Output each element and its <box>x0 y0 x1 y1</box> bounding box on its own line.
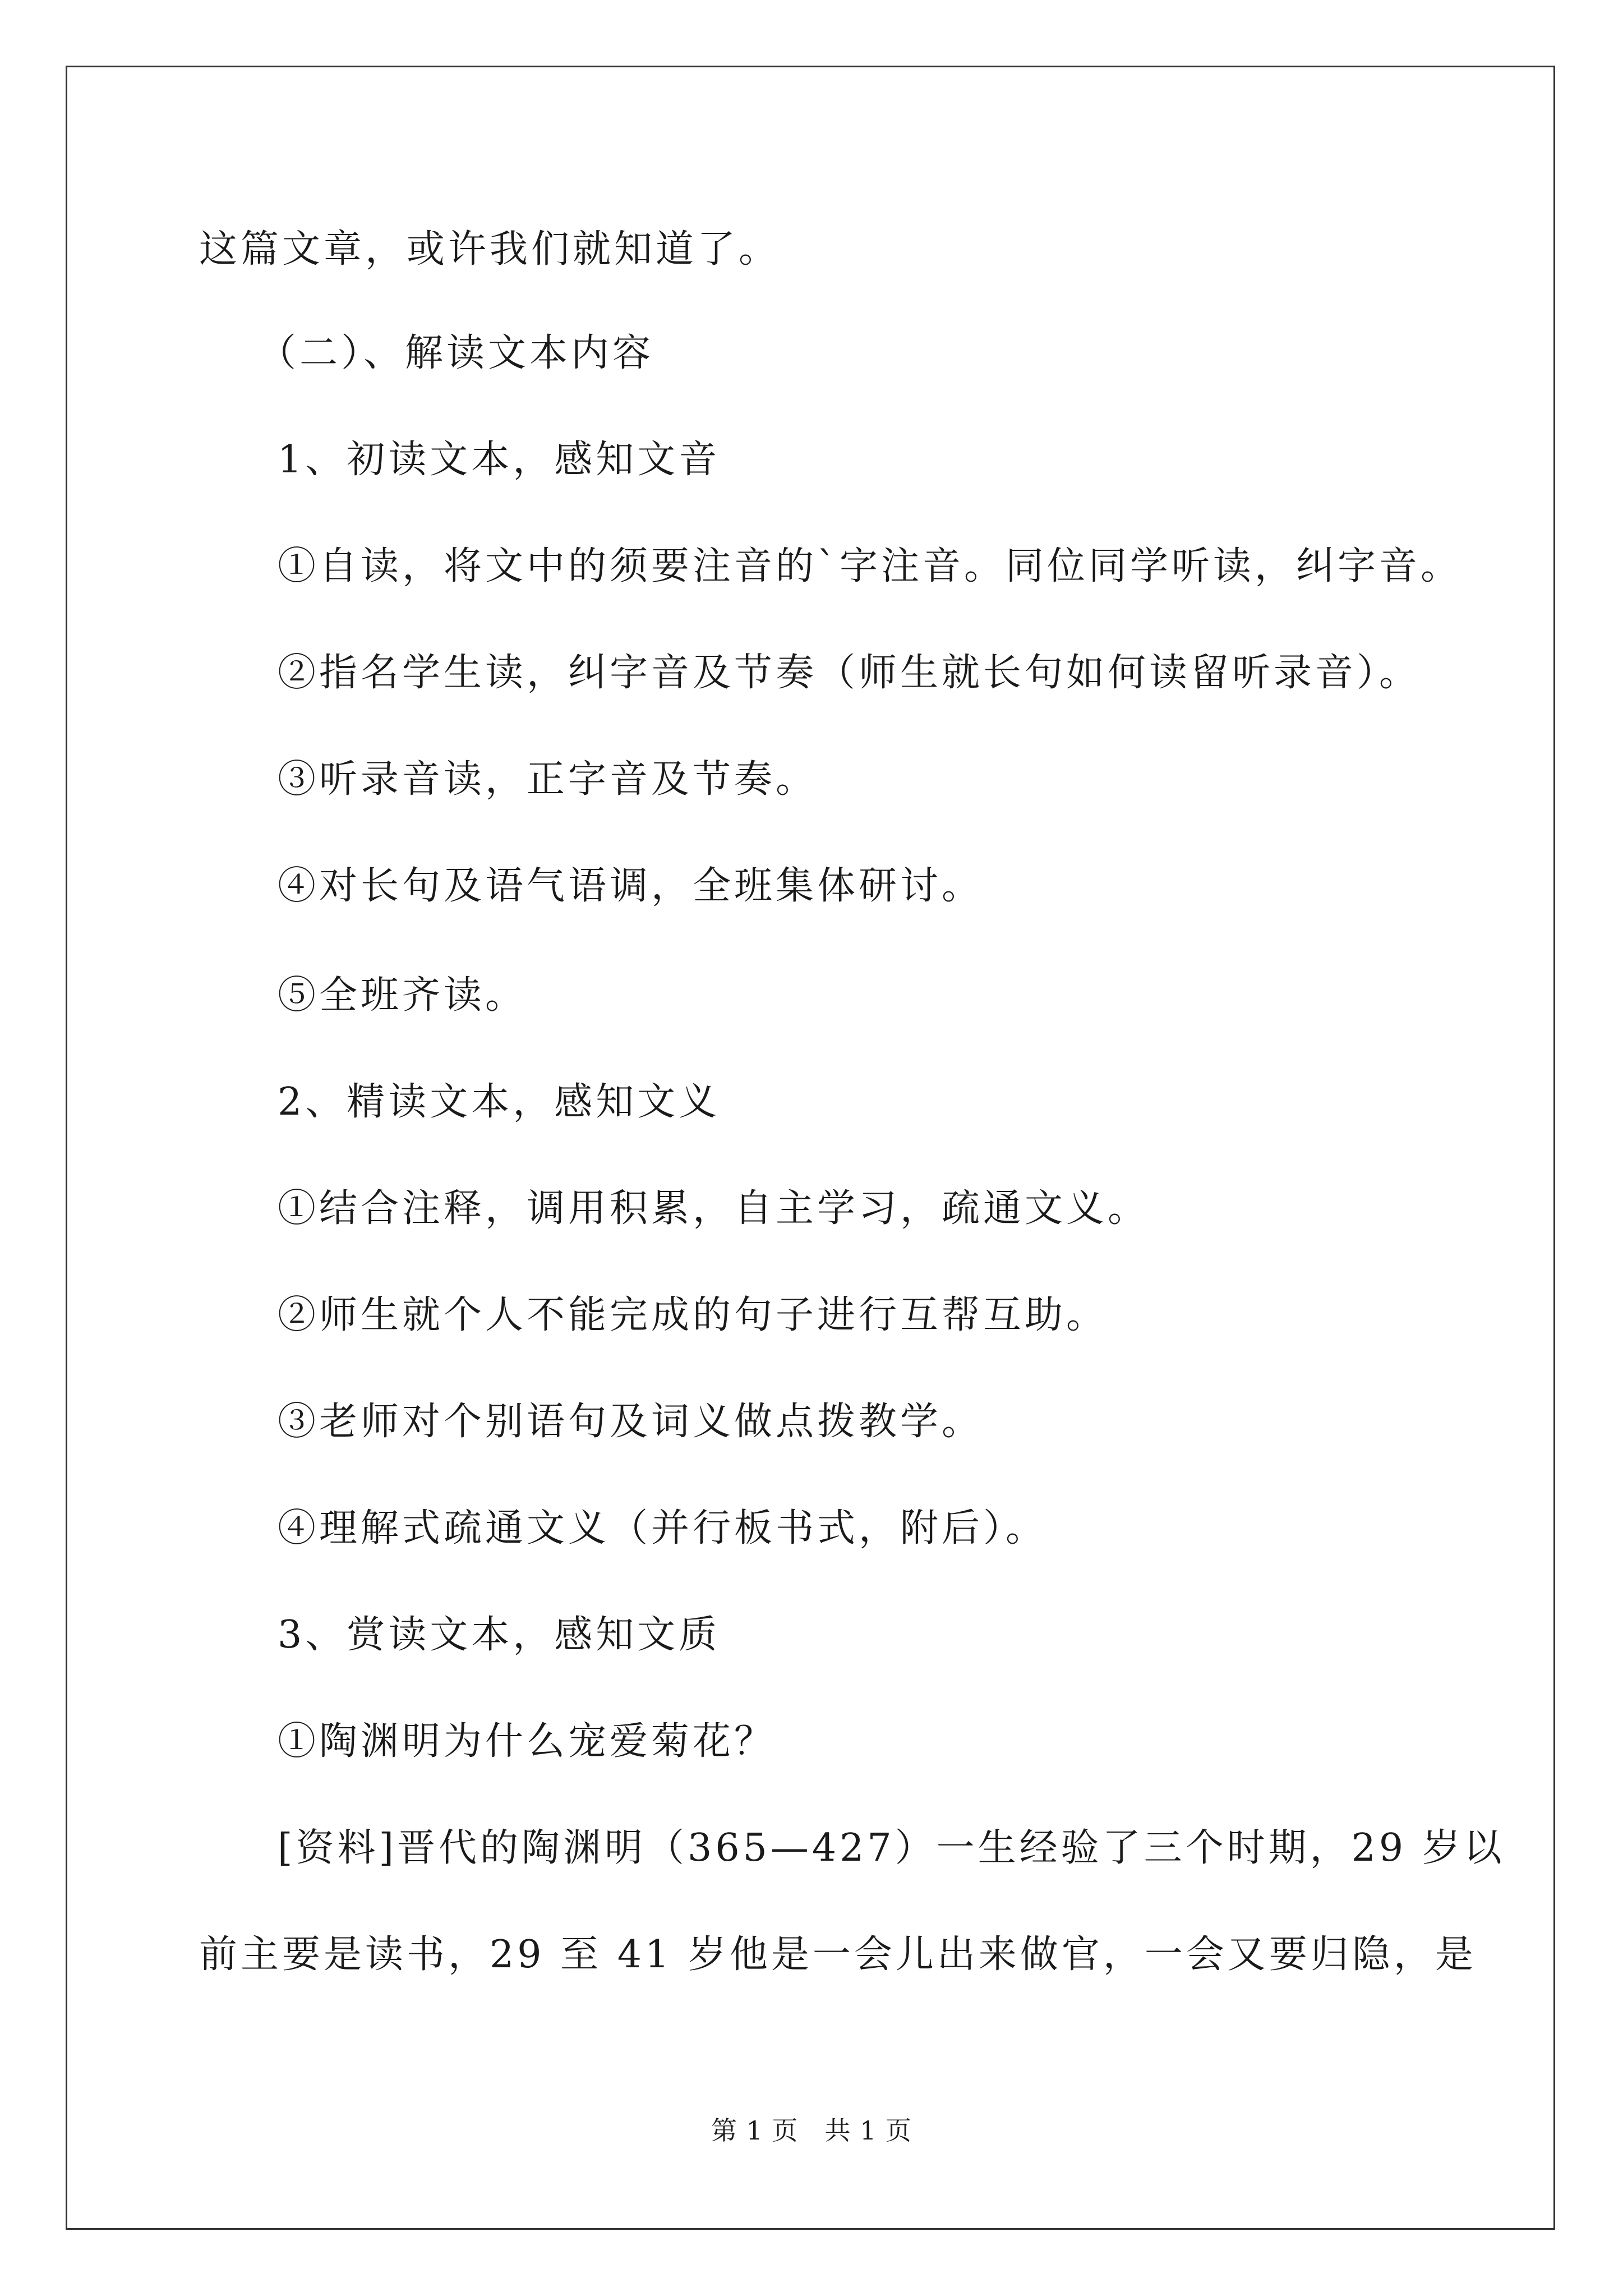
paragraph-ziliao-line-1: [资料]晋代的陶渊明（365—427）一生经验了三个时期，29 岁以 <box>278 1826 1505 1870</box>
page-number-footer: 第 1 页 共 1 页 <box>711 2115 912 2146</box>
list-item-zhiming: ②指名学生读，纠字音及节奏（师生就长句如何读留听录音）。 <box>278 651 1421 695</box>
list-item-zidu: ①自读，将文中的须要注音的`字注音。同位同学听读，纠字音。 <box>278 544 1463 588</box>
subheading-shangdu: 3、赏读文本，感知文质 <box>278 1613 721 1657</box>
page-frame <box>66 66 1555 2230</box>
subheading-chudu: 1、初读文本，感知文音 <box>278 438 721 482</box>
list-item-qidu: ⑤全班齐读。 <box>278 973 527 1018</box>
section-heading-jiedu: （二）、解读文本内容 <box>258 331 654 375</box>
list-item-tingluyin: ③听录音读，正字音及节奏。 <box>278 757 818 802</box>
list-item-zhushi: ①结合注释，调用积累，自主学习，疏通文义。 <box>278 1186 1150 1231</box>
list-item-changju: ④对长句及语气语调，全班集体研讨。 <box>278 864 984 908</box>
paragraph-ziliao-line-2: 前主要是读书，29 至 41 岁他是一会儿出来做官，一会又要归隐，是 <box>199 1932 1477 1977</box>
subheading-jingdu: 2、精读文本，感知文义 <box>278 1080 721 1124</box>
list-item-hubang: ②师生就个人不能完成的句子进行互帮互助。 <box>278 1293 1108 1337</box>
list-item-lijie: ④理解式疏通文义（并行板书式，附后）。 <box>278 1506 1048 1550</box>
list-item-dianbo: ③老师对个别语句及词义做点拨教学。 <box>278 1400 984 1444</box>
question-juhua: ①陶渊明为什么宠爱菊花？ <box>278 1719 776 1764</box>
text-line-1: 这篇文章，或许我们就知道了。 <box>199 227 781 272</box>
